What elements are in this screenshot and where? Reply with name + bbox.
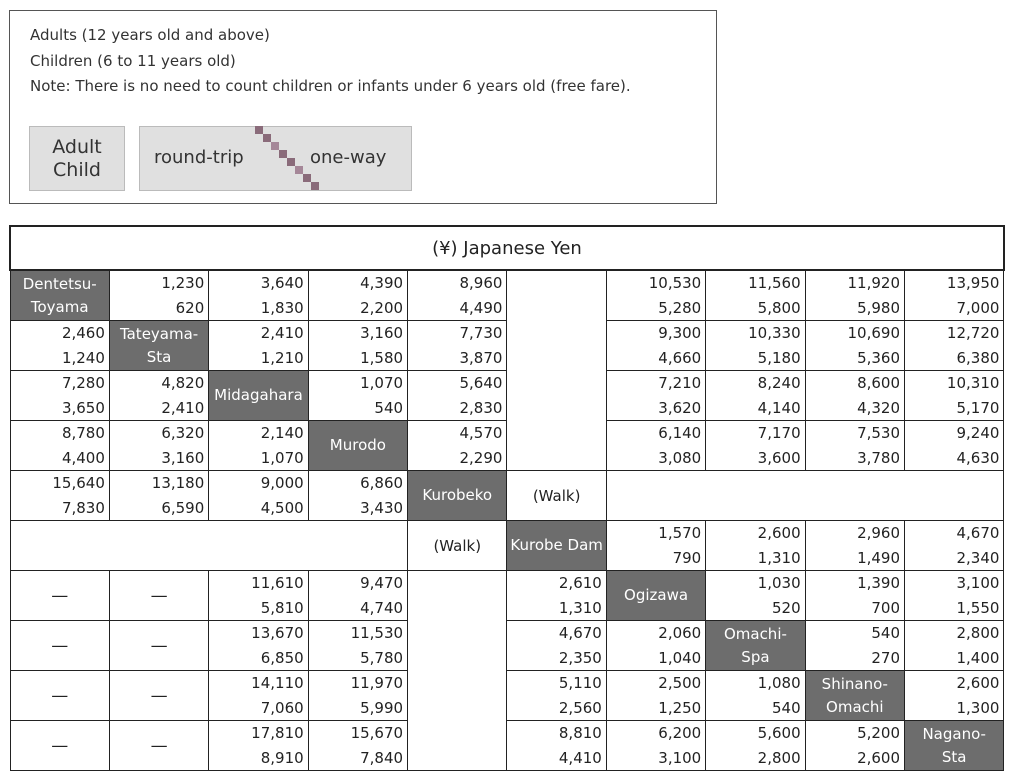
key-adult-label: Adult [52, 135, 102, 158]
fare-cell: 6,200 3,100 [606, 721, 705, 771]
no-service-cell: — [109, 571, 208, 621]
fare-cell: 5,600 2,800 [706, 721, 805, 771]
empty-cell [10, 521, 408, 571]
station-shinano-omachi: Shinano- Omachi [805, 671, 904, 721]
fare-cell: 3,640 1,830 [209, 270, 308, 321]
empty-cell [507, 270, 606, 471]
fare-cell: 12,720 6,380 [905, 321, 1004, 371]
fare-cell: 10,690 5,360 [805, 321, 904, 371]
fare-cell: 11,610 5,810 [209, 571, 308, 621]
fare-cell: 2,140 1,070 [209, 421, 308, 471]
fare-cell: 6,860 3,430 [308, 471, 407, 521]
station-nagano-sta: Nagano- Sta [905, 721, 1004, 771]
key-roundtrip-label: round-trip [154, 147, 244, 168]
station-tateyama-sta: Tateyama- Sta [109, 321, 208, 371]
fare-cell: 5,110 2,560 [507, 671, 606, 721]
fare-cell: 9,000 4,500 [209, 471, 308, 521]
fare-cell: 7,280 3,650 [10, 371, 109, 421]
station-dentetsu-toyama: Dentetsu- Toyama [10, 270, 109, 321]
fare-cell: 4,670 2,340 [905, 521, 1004, 571]
fare-cell: 8,240 4,140 [706, 371, 805, 421]
fare-cell: 9,240 4,630 [905, 421, 1004, 471]
fare-cell: 540 270 [805, 621, 904, 671]
fare-cell: 13,180 6,590 [109, 471, 208, 521]
fare-cell: 2,060 1,040 [606, 621, 705, 671]
no-service-cell: — [10, 671, 109, 721]
fare-cell: 1,070 540 [308, 371, 407, 421]
fare-cell: 8,600 4,320 [805, 371, 904, 421]
station-midagahara: Midagahara [209, 371, 308, 421]
fare-cell: 9,470 4,740 [308, 571, 407, 621]
fare-cell: 15,670 7,840 [308, 721, 407, 771]
fare-cell: 1,570 790 [606, 521, 705, 571]
fare-cell: 5,640 2,830 [408, 371, 507, 421]
fare-cell: 3,160 1,580 [308, 321, 407, 371]
adults-definition: Adults (12 years old and above) [30, 26, 270, 44]
no-service-cell: — [109, 721, 208, 771]
fare-cell: 11,970 5,990 [308, 671, 407, 721]
fare-cell: 1,390 700 [805, 571, 904, 621]
fare-cell: 9,300 4,660 [606, 321, 705, 371]
fare-cell: 2,460 1,240 [10, 321, 109, 371]
fare-cell: 2,610 1,310 [507, 571, 606, 621]
walk-label: (Walk) [408, 521, 507, 571]
no-service-cell: — [10, 571, 109, 621]
fare-cell: 2,960 1,490 [805, 521, 904, 571]
fare-cell: 8,960 4,490 [408, 270, 507, 321]
station-ogizawa: Ogizawa [606, 571, 705, 621]
fare-cell: 2,800 1,400 [905, 621, 1004, 671]
empty-cell [408, 571, 507, 771]
trip-type-key [139, 126, 412, 191]
fare-cell: 6,140 3,080 [606, 421, 705, 471]
fare-cell: 4,570 2,290 [408, 421, 507, 471]
no-service-cell: — [109, 671, 208, 721]
fare-legend [9, 10, 717, 204]
fare-cell: 6,320 3,160 [109, 421, 208, 471]
fare-cell: 14,110 7,060 [209, 671, 308, 721]
no-service-cell: — [10, 621, 109, 671]
infant-note: Note: There is no need to count children or infants under 6 years old (free fare). [30, 77, 631, 95]
fare-cell: 5,200 2,600 [805, 721, 904, 771]
currency-header: (¥) Japanese Yen [10, 226, 1004, 270]
station-kurobeko: Kurobeko [408, 471, 507, 521]
empty-cell [606, 471, 1004, 521]
fare-cell: 10,310 5,170 [905, 371, 1004, 421]
fare-cell: 1,230 620 [109, 270, 208, 321]
fare-cell: 8,810 4,410 [507, 721, 606, 771]
fare-cell: 1,030 520 [706, 571, 805, 621]
walk-label: (Walk) [507, 471, 606, 521]
fare-cell: 13,950 7,000 [905, 270, 1004, 321]
fare-cell: 7,170 3,600 [706, 421, 805, 471]
fare-cell: 11,920 5,980 [805, 270, 904, 321]
children-definition: Children (6 to 11 years old) [30, 52, 236, 70]
key-oneway-label: one-way [310, 147, 387, 168]
fare-cell: 17,810 8,910 [209, 721, 308, 771]
fare-cell: 4,670 2,350 [507, 621, 606, 671]
fare-cell: 11,530 5,780 [308, 621, 407, 671]
fare-cell: 13,670 6,850 [209, 621, 308, 671]
key-child-label: Child [53, 158, 101, 181]
fare-cell: 7,210 3,620 [606, 371, 705, 421]
fare-cell: 4,390 2,200 [308, 270, 407, 321]
station-kurobe-dam: Kurobe Dam [507, 521, 606, 571]
fare-cell: 3,100 1,550 [905, 571, 1004, 621]
fare-cell: 7,530 3,780 [805, 421, 904, 471]
no-service-cell: — [10, 721, 109, 771]
fare-cell: 15,640 7,830 [10, 471, 109, 521]
fare-cell: 2,600 1,300 [905, 671, 1004, 721]
fare-cell: 8,780 4,400 [10, 421, 109, 471]
station-omachi-spa: Omachi- Spa [706, 621, 805, 671]
fare-cell: 7,730 3,870 [408, 321, 507, 371]
fare-cell: 10,330 5,180 [706, 321, 805, 371]
fare-cell: 10,530 5,280 [606, 270, 705, 321]
fare-cell: 1,080 540 [706, 671, 805, 721]
fare-cell: 11,560 5,800 [706, 270, 805, 321]
fare-cell: 2,600 1,310 [706, 521, 805, 571]
fare-matrix [9, 225, 1005, 771]
station-murodo: Murodo [308, 421, 407, 471]
no-service-cell: — [109, 621, 208, 671]
adult-child-key [29, 126, 125, 191]
fare-cell: 2,410 1,210 [209, 321, 308, 371]
fare-cell: 2,500 1,250 [606, 671, 705, 721]
fare-cell: 4,820 2,410 [109, 371, 208, 421]
